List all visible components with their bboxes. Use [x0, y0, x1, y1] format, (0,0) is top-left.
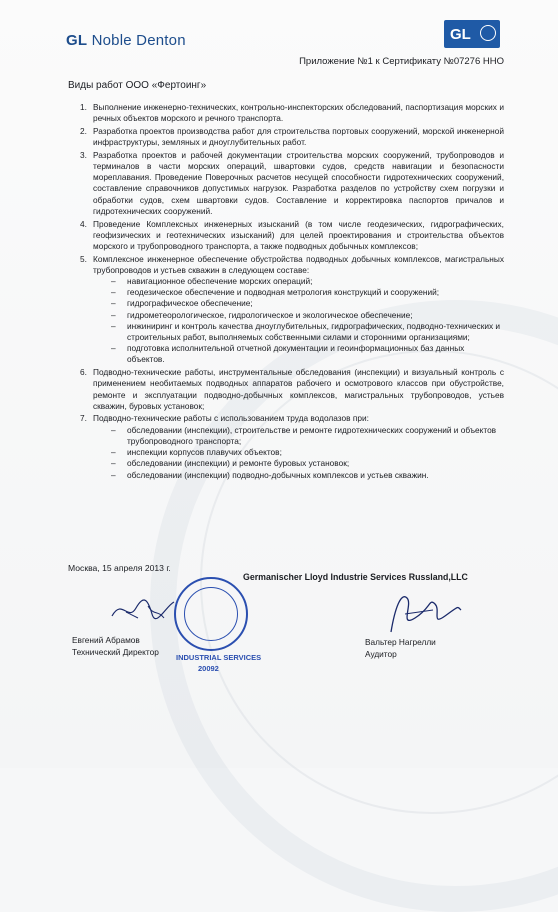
signature-right — [385, 588, 465, 638]
list-item: 2. Разработка проектов производства работ для строительства портовых сооружений, морской инженерной инфраструктуры, земляных и дноуглубительных работ. — [80, 125, 504, 148]
stamp-number: 20092 — [198, 664, 219, 673]
list-item: 5. Комплексное инженерное обеспечение обустройства подводных добычных комплексов, магистральных трубопроводов и устьев скважин в следующем составе: – навигационное обеспечение морских операций; – геодезическое обеспечение и подводная метрология конструкций и сооружений; – гидрографическое обеспечение; – гидрометеорологическое, гидрологическое и экологическое обеспечение; – инжиниринг и контроль качества дноуглубительных, гидрографических, подводно-технических и строительных работ, выполняемых собственными силами и сторонними организациями; – подготовка исполнительной отчетной документации и геоинформационных баз данных объектов. — [80, 254, 504, 366]
list-item: 7. Подводно-технические работы с использованием труда водолазов при: – обследовании (инспекции), строительстве и ремонте гидротехнических сооружений и объектов трубопроводного транспорта; – инспекции корпусов плавучих объектов; – обследовании (инспекции) и ремонте буровых установок; – обследовании (инспекции) подводно-добычных комплексов и устьев скважин. — [80, 413, 504, 480]
sublist-item: – обследовании (инспекции) подводно-добычных комплексов и устьев скважин. — [111, 470, 504, 481]
sublist-item: – обследовании (инспекции), строительстве и ремонте гидротехнических сооружений и объектов трубопроводного транспорта; — [111, 425, 504, 447]
stamp-label: INDUSTRIAL SERVICES — [176, 653, 262, 662]
sublist-item: – обследовании (инспекции) и ремонте буровых установок; — [111, 458, 504, 469]
sublist-item-7 — [93, 425, 504, 481]
list-item: 6. Подводно-технические работы, инструментальные обследования (инспекции) и визуальный контроль с применением необитаемых подводных аппаратов рабочего и осмотрового классов при обустройстве, ремонте и эксплуатации подводно-добычных комплексов, магистральных трубопроводов, устьев скважин, буровых установок; — [80, 367, 504, 411]
sublist-item: – инспекции корпусов плавучих объектов; — [111, 447, 504, 458]
left-signer-name: Евгений Абрамов — [72, 635, 140, 645]
globe-icon — [480, 25, 496, 41]
work-types-list — [80, 102, 504, 482]
gl-logo: GL — [444, 20, 500, 48]
sublist-item-5 — [93, 276, 504, 366]
list-item: 3. Разработка проектов и рабочей документации строительства морских сооружений, трубопроводов и терминалов в части морских операций, швартовки судов, средств навигации и безопасности мореплавания. Проведение Поверочных расчетов несущей способности гидротехнических сооружений, составление справочников допустимых нагрузок. Разработка разделов по устройству схем погрузки и обработки судов, схем швартовки судов. Составление и корректировка паспортов причалов и гидротехнических сооружений. — [80, 149, 504, 216]
issue-date: Москва, 15 апреля 2013 г. — [68, 563, 171, 573]
sublist-item: – навигационное обеспечение морских операций; — [111, 276, 504, 287]
sublist-item: – гидрографическое обеспечение; — [111, 298, 504, 309]
noble-denton-logo: GL Noble Denton — [66, 32, 186, 49]
list-item: 4. Проведение Комплексных инженерных изысканий (в том числе геодезических, гидрографических, геофизических и геотехнических изысканий) для целей проектирования и строительства объектов морского и трубопроводного транспорта, а также подводных добычных комплексов; — [80, 218, 504, 251]
left-signer-role: Технический Директор — [72, 647, 159, 657]
issuer-company: Germanischer Lloyd Industrie Services Russland,LLC — [243, 572, 468, 582]
sublist-item: – геодезическое обеспечение и подводная метрология конструкций и сооружений; — [111, 287, 504, 298]
list-item: 1. Выполнение инженерно-технических, контрольно-инспекторских обследований, паспортизация морских и речных объектов морского и речного транспорта. — [80, 102, 504, 124]
document-title: Виды работ ООО «Фертоинг» — [68, 80, 207, 91]
sublist-item: – инжиниринг и контроль качества дноуглубительных, гидрографических, подводно-технических и строительных работ, выполняемых собственными силами и сторонними организациями; — [111, 321, 504, 343]
stamp-inner-ring — [184, 587, 238, 641]
right-signer-role: Аудитор — [365, 649, 397, 659]
right-signer-name: Вальтер Нагрелли — [365, 637, 436, 647]
sublist-item: – подготовка исполнительной отчетной документации и геоинформационных баз данных объектов. — [111, 343, 504, 365]
signature-left — [108, 596, 178, 628]
appendix-reference: Приложение №1 к Сертификату №07276 ННО — [299, 56, 504, 67]
company-stamp — [174, 577, 248, 651]
sublist-item: – гидрометеорологическое, гидрологическое и экологическое обеспечение; — [111, 310, 504, 321]
